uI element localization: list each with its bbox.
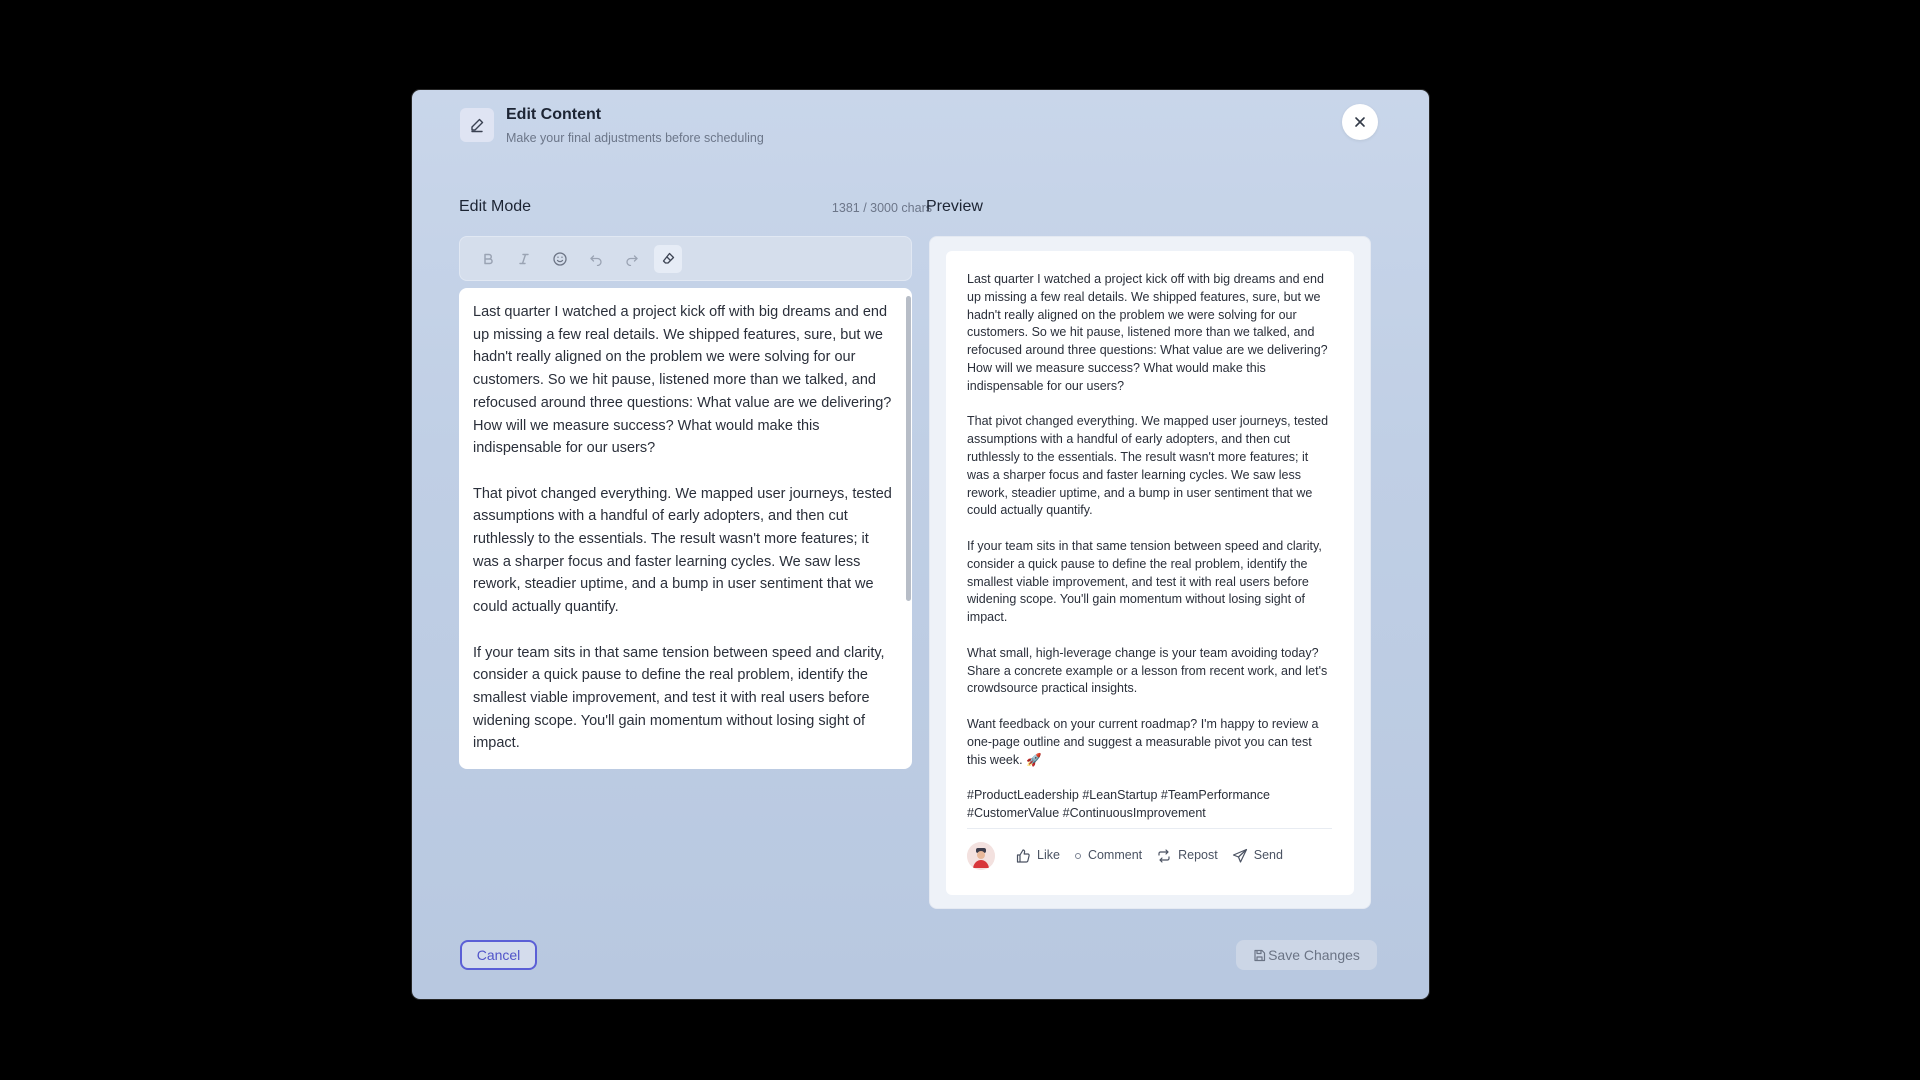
post-preview-card bbox=[946, 251, 1354, 895]
avatar bbox=[967, 842, 995, 870]
comment-label: Comment bbox=[1087, 848, 1143, 863]
undo-icon bbox=[589, 252, 603, 266]
hashtags: #ProductLeadership #LeanStartup #TeamPerformance #CustomerValue #ContinuousImprovement bbox=[967, 788, 1270, 820]
pencil-icon bbox=[460, 108, 494, 142]
divider bbox=[967, 828, 1332, 829]
close-icon bbox=[1353, 115, 1367, 129]
redo-button[interactable] bbox=[618, 245, 646, 273]
preview-title: Preview bbox=[926, 198, 983, 215]
like-label: Like bbox=[1037, 848, 1060, 863]
preview-paragraph: Want feedback on your current roadmap? I'm happy to review a one-page outline and suggest a measurable pivot you can test this week. 🚀 bbox=[967, 716, 1319, 767]
modal-subtitle: Make your final adjustments before scheduling bbox=[506, 131, 764, 145]
italic-icon bbox=[517, 252, 531, 266]
close-button[interactable] bbox=[1342, 104, 1378, 140]
preview-paragraph: That pivot changed everything. We mapped user journeys, tested assumptions with a handful of early adopters, and then cut ruthlessly to the essentials. The result wasn't more features; it was a sharper focus and faster learning cycles. We saw less rework, steadier uptime, and a bump in user sentiment that we could actually quantify. bbox=[967, 414, 1329, 518]
clear-format-button[interactable] bbox=[654, 245, 682, 273]
save-changes-label: Save Changes bbox=[1268, 947, 1360, 963]
eraser-icon bbox=[661, 251, 676, 266]
comment-icon bbox=[1074, 852, 1082, 860]
save-changes-button[interactable] bbox=[1236, 940, 1377, 970]
save-icon bbox=[1253, 949, 1266, 962]
repost-label: Repost bbox=[1178, 848, 1218, 863]
like-button[interactable] bbox=[1015, 847, 1060, 865]
editor-paragraph: That pivot changed everything. We mapped user journeys, tested assumptions with a handful of early adopters, and then cut ruthlessly to the essentials. The result wasn't more features; it was a sharper focus and faster learning cycles. We saw less rework, steadier uptime, and a bump in user sentiment that we could actually quantify. bbox=[473, 485, 892, 616]
modal-title: Edit Content bbox=[506, 106, 602, 123]
undo-button[interactable] bbox=[582, 245, 610, 273]
edit-mode-title: Edit Mode bbox=[459, 198, 532, 215]
emoji-button[interactable] bbox=[546, 245, 574, 273]
send-icon bbox=[1232, 848, 1248, 864]
bold-icon bbox=[481, 252, 495, 266]
preview-panel bbox=[929, 236, 1371, 909]
avatar-icon bbox=[967, 842, 995, 870]
preview-paragraph: Last quarter I watched a project kick off with big dreams and end up missing a few real details. We shipped features, sure, but we hadn't really aligned on the problem we were solving for our customers. So we hit pause, listened more than we talked, and refocused around three questions: What value are we delivering? How will we measure success? What would make this indispensable for our users? bbox=[967, 272, 1328, 393]
editor-toolbar bbox=[459, 236, 912, 281]
content-editor[interactable] bbox=[459, 288, 912, 769]
char-count: 1381 / 3000 chars bbox=[831, 201, 932, 215]
emoji-icon bbox=[552, 251, 568, 267]
bold-button[interactable] bbox=[474, 245, 502, 273]
edit-content-modal bbox=[412, 90, 1429, 999]
redo-icon bbox=[625, 252, 639, 266]
editor-paragraph: Last quarter I watched a project kick off with big dreams and end up missing a few real details. We shipped features, sure, but we hadn't really aligned on the problem we were solving for our customers. So we hit pause, listened more than we talked, and refocused around three questions: What value are we delivering? How will we measure success? What would make this indispensable for our users? bbox=[473, 304, 892, 457]
repost-button[interactable] bbox=[1156, 847, 1218, 865]
italic-button[interactable] bbox=[510, 245, 538, 273]
preview-paragraph: What small, high-leverage change is your team avoiding today? Share a concrete example or a lesson from recent work, and let's crowdsource practical insights. bbox=[967, 645, 1328, 696]
comment-button[interactable] bbox=[1074, 847, 1142, 865]
send-button[interactable] bbox=[1232, 847, 1283, 865]
cancel-button[interactable]: Cancel bbox=[460, 940, 537, 970]
editor-scrollbar[interactable] bbox=[906, 296, 911, 601]
editor-paragraph: If your team sits in that same tension between speed and clarity, consider a quick pause to define the real problem, identify the smallest viable improvement, and test it with real users before widening scope. You'll gain momentum without losing sight of impact. bbox=[473, 644, 885, 752]
send-label: Send bbox=[1253, 848, 1283, 863]
preview-paragraph: If your team sits in that same tension between speed and clarity, consider a quick pause to define the real problem, identify the smallest viable improvement, and test it with real users before widening scope. You'll gain momentum without losing sight of impact. bbox=[967, 538, 1322, 625]
thumbs-up-icon bbox=[1015, 848, 1031, 864]
post-actions bbox=[967, 841, 1332, 871]
repost-icon bbox=[1156, 848, 1172, 864]
